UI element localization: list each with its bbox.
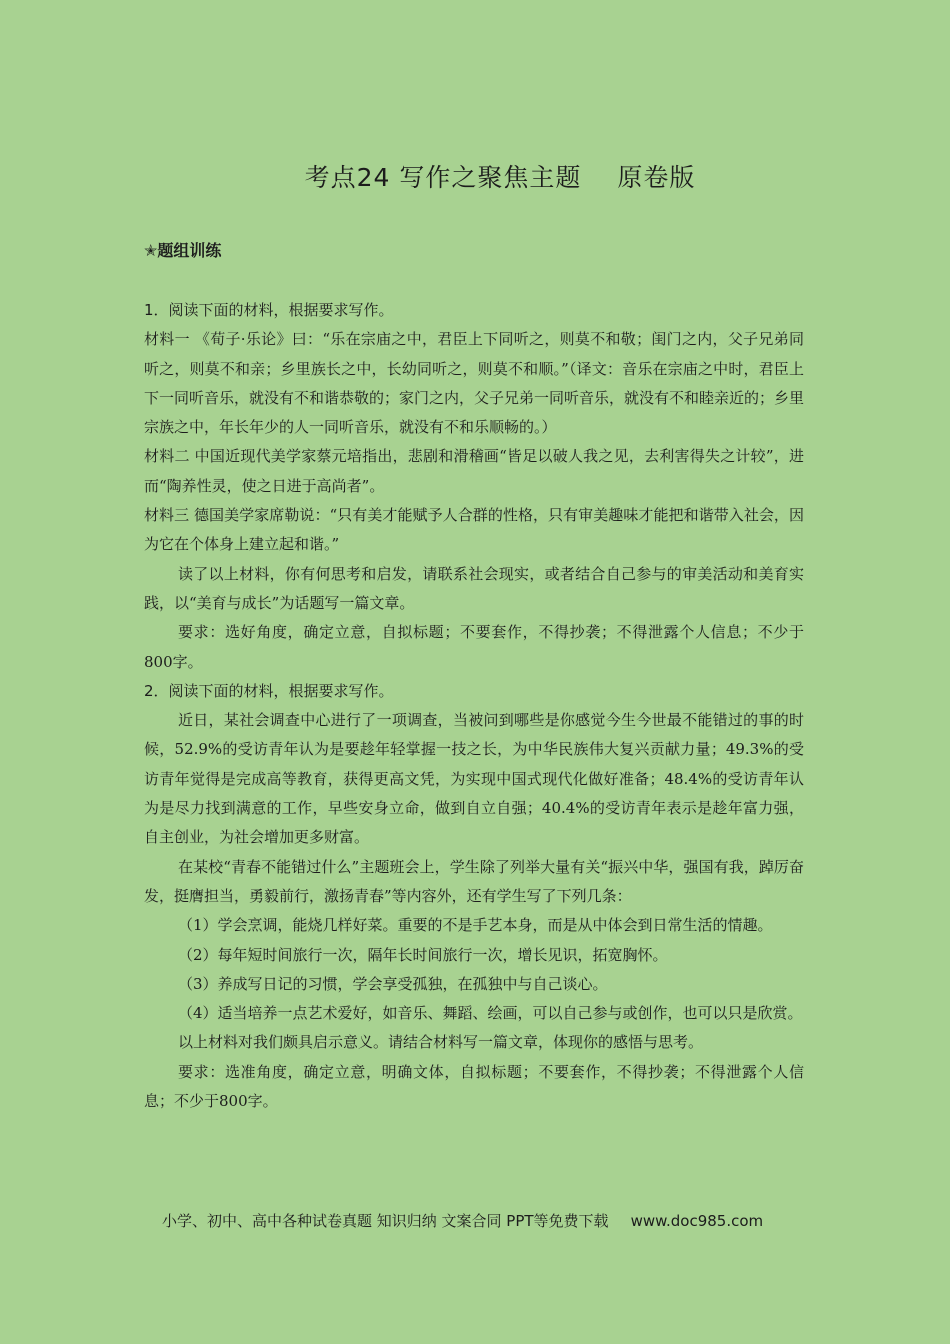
survey-paragraph: 近日，某社会调查中心进行了一项调查，当被问到哪些是你感觉今生今世最不能错过的事的时候，52.9%的受访青年认为是要趁年轻掌握一技之长，为中华民族伟大复兴贡献力量；49.3%的受访青年觉得是完成高等教育，获得更高文凭，为实现中国式现代化做好准备；48.4%的受访青年认为是尽力找到满意的工作，早些安身立命，做到自立自强；40.4%的受访青年表示是趁年富力强，自主创业，为社会增加更多财富。 <box>144 711 804 847</box>
page-title <box>0 158 950 194</box>
document-body <box>144 296 804 1116</box>
material-1: 材料一 《荀子·乐论》曰：“乐在宗庙之中，君臣上下同听之，则莫不和敬；闺门之内，父子兄弟同听之，则莫不和亲；乡里族长之中，长幼同听之，则莫不和顺。”（译文：音乐在宗庙之中时，君臣上下一同听音乐，就没有不和谐恭敬的；家门之内，父子兄弟一同听音乐，就没有不和睦亲近的；乡里宗族之中，年长年少的人一同听音乐，就没有不和乐顺畅的。） <box>144 330 805 437</box>
material-3: 材料三 德国美学家席勒说：“只有美才能赋予人合群的性格，只有审美趣味才能把和谐带入社会，因为它在个体身上建立起和谐。” <box>144 506 804 554</box>
question-2-requirements: 要求：选准角度，确定立意，明确文体，自拟标题；不要套作，不得抄袭；不得泄露个人信息；不少于800字。 <box>144 1062 804 1111</box>
question-2-task: 以上材料对我们颇具启示意义。请结合材料写一篇文章，体现你的感悟与思考。 <box>178 1033 704 1052</box>
question-1-heading: 1．阅读下面的材料，根据要求写作。 <box>144 301 394 319</box>
page-footer <box>162 1210 763 1231</box>
material-2: 材料二 中国近现代美学家蔡元培指出，悲剧和滑稽画“皆足以破人我之见，去利害得失之计较”，进而“陶养性灵，使之日进于高尚者”。 <box>144 447 804 495</box>
class-meeting-paragraph: 在某校“青春不能错过什么”主题班会上，学生除了列举大量有关“振兴中华，强国有我，踔厉奋发，挺膺担当，勇毅前行，激扬青春”等内容外，还有学生写了下列几条： <box>144 857 804 905</box>
footer-text: 小学、初中、高中各种试卷真题 知识归纳 文案合同 PPT等免费下载 <box>162 1212 609 1230</box>
question-1-requirements: 要求：选好角度，确定立意，自拟标题；不要套作，不得抄袭；不得泄露个人信息；不少于800字。 <box>144 623 804 671</box>
title-version: 原卷版 <box>617 163 696 192</box>
question-2-heading: 2．阅读下面的材料，根据要求写作。 <box>144 681 394 700</box>
list-item-3: （3）养成写日记的习惯，学会享受孤独，在孤独中与自己谈心。 <box>178 974 608 993</box>
list-item-2: （2）每年短时间旅行一次，隔年长时间旅行一次，增长见识，拓宽胸怀。 <box>178 945 668 964</box>
question-1-task: 读了以上材料，你有何思考和启发，请联系社会现实，或者结合自己参与的审美活动和美育实践，以“美育与成长”为话题写一篇文章。 <box>144 564 804 612</box>
footer-url: www.doc985.com <box>630 1212 764 1230</box>
list-item-1: （1）学会烹调，能烧几样好菜。重要的不是手艺本身，而是从中体会到日常生活的情趣。 <box>178 916 773 935</box>
list-item-4: （4）适当培养一点艺术爱好，如音乐、舞蹈、绘画，可以自己参与或创作，也可以只是欣赏。 <box>178 1004 803 1023</box>
title-main: 考点24 写作之聚焦主题 <box>304 163 582 192</box>
section-heading: ✭题组训练 <box>144 241 222 260</box>
